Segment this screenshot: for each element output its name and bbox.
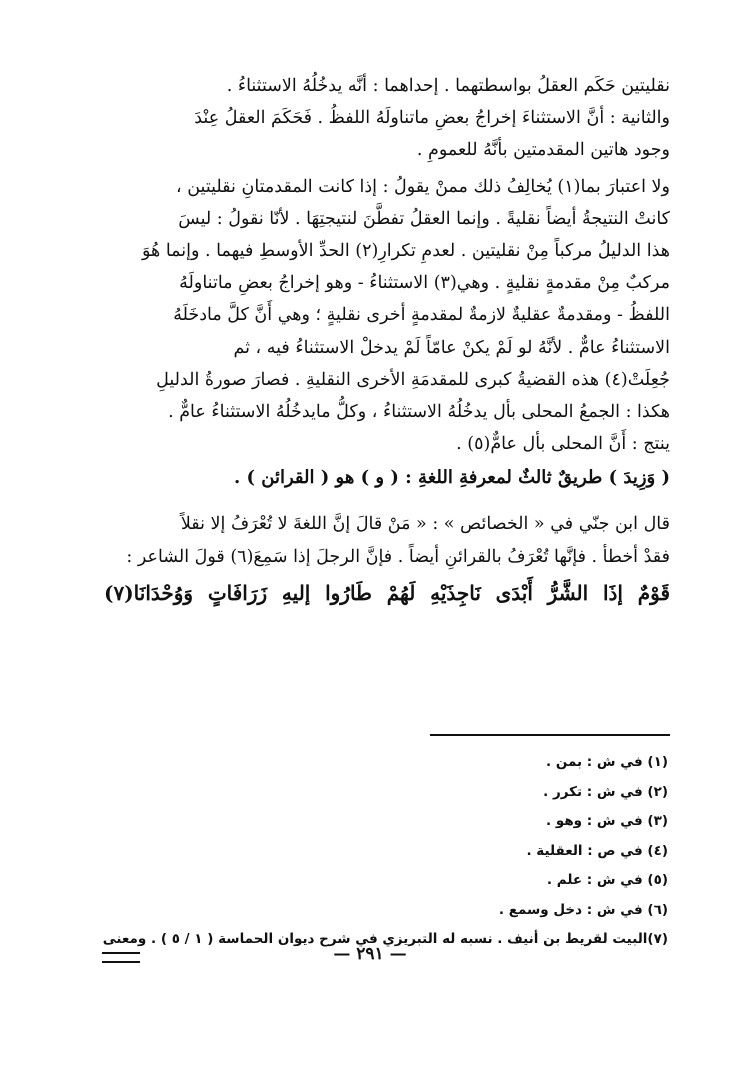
footnote: (٧)البيت لقريط بن أنيف . نسبه له التبريزي في شرح ديوان الحماسة ( ١ / ٥ ) . ومعنى (102, 931, 668, 947)
section-heading: ( وَزِيدَ ) طريقٌ ثالثٌ لمعرفةِ اللغةِ : ( و ) هو ( القرائن ) . (233, 467, 670, 489)
footnote: (٢) في ش : تكرر . (543, 783, 668, 800)
text-line: قال ابن جنّي في « الخصائص » : « مَنْ قالَ إنَّ اللغةَ لا تُعْرَفُ إلا نقلاً (180, 514, 670, 535)
text-line: هذا الدليلُ مركباً مِنْ نقليتين . لعدمِ تكرارِ(٢) الحدِّ الأوسطِ فيهما . وإنما هُوَ (142, 241, 670, 262)
text-line: هكذا : الجمعُ المحلى بأل يدخُلُهُ الاستثناءُ ، وكلُّ مايدخُلُهُ الاستثناءُ عامٌّ . (168, 402, 670, 423)
text-line: مركبٌ مِنْ مقدمةٍ نقليةٍ . وهي(٣) الاستثناءُ - وهو إخراجُ بعضِ ماتناولَهُ (179, 273, 670, 294)
text-line: نقليتين حَكَم العقلُ بواسطتهما . إحداهما : أنَّه يدخُلُهُ الاستثناءُ . (226, 76, 670, 96)
text-line: فقدْ أخطأ . فإنَّها تُعْرَفُ بالقرائنِ أيضاً . فإنَّ الرجلَ إذا سَمِعَ(٦) قولَ الشاعر : (126, 546, 670, 567)
text-line: كانتْ النتيجةُ أيضاً نقليةً . وإنما العقلُ تفطَّنَ لنتيجتِهَا . لأنّا نقولُ : ليسَ (178, 208, 670, 229)
text-line: جُعِلَتْ(٤) هذه القضيةُ كبرى للمقدمَةِ الأخرى النقليةِ . فصارَ صورةُ الدليلِ (156, 369, 670, 390)
text-line: والثانية : أنَّ الاستثناءَ إخراجُ بعضِ ماتناولَهُ اللفظُ . فَحَكَمَ العقلُ عِنْدَ (194, 108, 670, 129)
main-text (104, 70, 670, 611)
text-line: اللفظُ - ومقدمةٌ عقليةٌ لازمةٌ لمقدمةٍ أخرى نقليةٍ ؛ وهي أَنَّ كلَّ مادخَلَهُ (173, 305, 670, 326)
text-line: ينتج : أَنَّ المحلى بأل عامٌّ(٥) . (456, 434, 670, 455)
text-line: الاستثناءُ عامٌّ . لأنَّهُ لو لَمْ يكنْ عامّاً لَمْ يدخلْ الاستثناءُ فيه ، ثم (233, 337, 670, 358)
text-line: وجود هاتين المقدمتين بأنَّهُ للعمومِ . (416, 140, 670, 161)
footnotes (104, 748, 668, 955)
footnote: (١) في ش : بمن . (545, 754, 668, 770)
text-line: ولا اعتبارَ بما(١) يُخالِفُ ذلك ممنْ يقولُ : إذا كانت المقدمتانِ نقليتين ، (176, 176, 670, 197)
footnote: (٥) في ش : علم . (546, 872, 668, 888)
footnote: (٤) في ص : العقلية . (526, 842, 668, 859)
footnote-separator (430, 734, 670, 736)
poetry-verse: قَوْمٌ إذَا الشَّرُّ أَبْدَى نَاجِذَيْهِ لَهُمْ طَارُوا إليهِ زَرَافَاتٍ وَوُحْدَانَا(٧) (104, 580, 670, 605)
footnote: (٦) في ش : دخل وسمع . (498, 901, 668, 918)
footnote: (٣) في ش : وهو . (546, 813, 668, 829)
page-number: — ٢٩١ — (333, 944, 407, 964)
